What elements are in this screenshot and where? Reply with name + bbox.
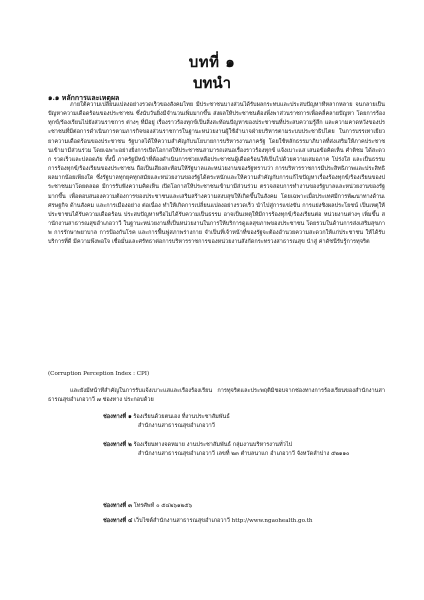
complaint-channel-4	[103, 517, 388, 526]
channel-label: ช่องทางที่ ๑	[103, 414, 132, 420]
cpi-line: (Corruption Perception Index : CPI)	[48, 371, 150, 377]
complaint-channel-1	[103, 413, 388, 430]
chapter-title: บทนำ	[192, 74, 232, 92]
section-heading: ๑.๑ หลักการและเหตุผล	[48, 93, 120, 102]
channel-text: ร้องเรียนทางจดหมาย งานประชาสัมพันธ์ กลุ่มงานบริหารงานทั่วไป	[133, 442, 293, 448]
channel-text: โทรศัพท์ ๐ ๕๔๒๖๑๒๕๖	[133, 503, 193, 509]
channel-label: ช่องทางที่ ๓	[103, 503, 132, 509]
complaint-channel-2	[103, 441, 388, 458]
channel-text: ร้องเรียนด้วยตนเอง ที่งานประชาสัมพันธ์	[133, 414, 230, 420]
channel-label: ช่องทางที่ ๔	[103, 518, 133, 524]
channel-subtext: สำนักงานสาธารณสุขอำเภอวาวี เลขที่ ๒๓ ตำบลนาแก อำเภอวาวี จังหวัดลำปาง ๕๒๑๑๐	[138, 450, 350, 457]
channel-label: ช่องทางที่ ๒	[103, 442, 132, 448]
chapter-number: บทที่ ๑	[188, 53, 236, 71]
channel-text: เว็บไซต์สำนักงานสาธารณสุขอำเภอวาวี http://www.ngaohealth.go.th	[134, 518, 313, 524]
channel-subtext: สำนักงานสาธารณสุขอำเภอวาวี	[138, 422, 215, 429]
paragraph-rationale: ภายใต้ความเปลี่ยนแปลงอย่างรวดเร็วของสังคมไทย มีประชาชนบางส่วนได้รับผลกระทบและประสบปัญหาที่หลากหลาย จนกลายเป็นปัญหาความเดือดร้อนของประชาชน ซึ่งนับวันยิ่งมีจำนวนเพิ่มมากขึ้น ส่งผลให้ประชาชนต้องพึ่งพาส่วนราชการเพื่อคลี่คลายปัญหา โดยการร้องทุกข์/ร้องเรียนไปยังส่วนราชการ ต่างๆ ที่มีอยู่ เรื่องราวร้องทุกข์เป็นสิ่งสะท้อนปัญหาของประชาชนที่ประสบความรู้สึก และความคาดหวังของประชาชนที่มีต่อการดำเนินการตามภารกิจของส่วนราชการในฐานะหน่วยงานผู้ใช้อำนาจฝ่ายบริหารตามระบบประชาธิปไตย ในการบรรเทาเยียวยาความเดือดร้อนของประชาชน รัฐบาลได้ให้ความสำคัญกับนโยบายการบริหารงานภาครัฐ โดยใช้หลักธรรมาภิบาลที่ส่งเสริมให้ภาคประชาชนเข้ามามีส่วนร่วม โดยเฉพาะอย่างยิ่งการเปิดโอกาสให้ประชาชนสามารถเสนอเรื่องราวร้องทุกข์ แจ้งเบาะแส เสนอข้อคิดเห็น คำติชม ได้สะดวก รวดเร็วและปลอดภัย ทั้งนี้ ภาครัฐมีหน้าที่ต้องดำเนินการช่วยเหลือประชาชนผู้เดือดร้อนให้เป็นไปด้วยความเสมอภาค โปร่งใส และเป็นธรรม การร้องทุกข์/ร้องเรียนของประชาชน ถือเป็นเสียงสะท้อนให้รัฐบาลและหน่วยงานของรัฐทราบว่า การบริหารราชการมีประสิทธิภาพและประสิทธิผลมากน้อยเพียงใด ซึ่งรัฐบาลทุกยุคทุกสมัยและหน่วยงานของรัฐได้ตระหนักและให้ความสำคัญกับการแก้ไขปัญหาเรื่องร้องทุกข์/ร้องเรียนของประชาชนมาโดยตลอด มีการรับฟังความคิดเห็น เปิดโอกาสให้ประชาชนเข้ามามีส่วนร่วม ตรวจสอบการทำงานของรัฐบาลและหน่วยงานของรัฐมากขึ้น เพื่อตอบสนองความต้องการของประชาชนและเสริมสร้างความสงบสุขให้เกิดขึ้นในสังคม โดยเฉพาะเมื่อประเทศมีการพัฒนาทางด้านเศรษฐกิจ ด้านสังคม และการเมืองอย่าง ต่อเนื่อง ทำให้เกิดการเปลี่ยนแปลงอย่างรวดเร็ว นำไปสู่การแข่งขัน การแย่งชิงผลประโยชน์ เป็นเหตุให้ประชาชนได้รับความเดือดร้อน ประสบปัญหาหรือไม่ได้รับความเป็นธรรม อาจเป็นเหตุให้มีการร้องทุกข์/ร้องเรียนต่อ หน่วยงานต่างๆ เพิ่มขึ้น สำนักงานสาธารณสุขอำเภอวาวี ในฐานะหน่วยงานที่เป็นหน่วยงานในการให้บริการดูแลสุขภาพของประชาชน โดยรวมในด้านการส่งเสริมสุขภาพ การรักษาพยาบาล การป้องกันโรค และการฟื้นฟูสภาพร่างกาย จำเป็นที่เจ้าหน้าที่ของรัฐจะต้องอำนวยความสะดวกให้แก่ประชาชน ให้ได้รับบริการที่ดี มีความพึงพอใจ เชื่อมั่นและศรัทธาต่อการบริหารราชการของหน่วยงานสังกัดกระทรวงสาธารณสุข นำสู่ ค่าดัชนีรับรู้การทุจริต	[48, 102, 385, 246]
paragraph-complaint-duty: และยังมีหน้าที่สำคัญในการรับแจ้งเบาะแสและเรื่องร้องเรียน การทุจริตและประพฤติมิชอบจากช่องทางการร้องเรียนของสำนักงานสาธารณสุขอำเภอวาวี ๗ ช่องทาง ประกอบด้วย	[48, 388, 385, 404]
complaint-channel-3	[103, 502, 388, 511]
